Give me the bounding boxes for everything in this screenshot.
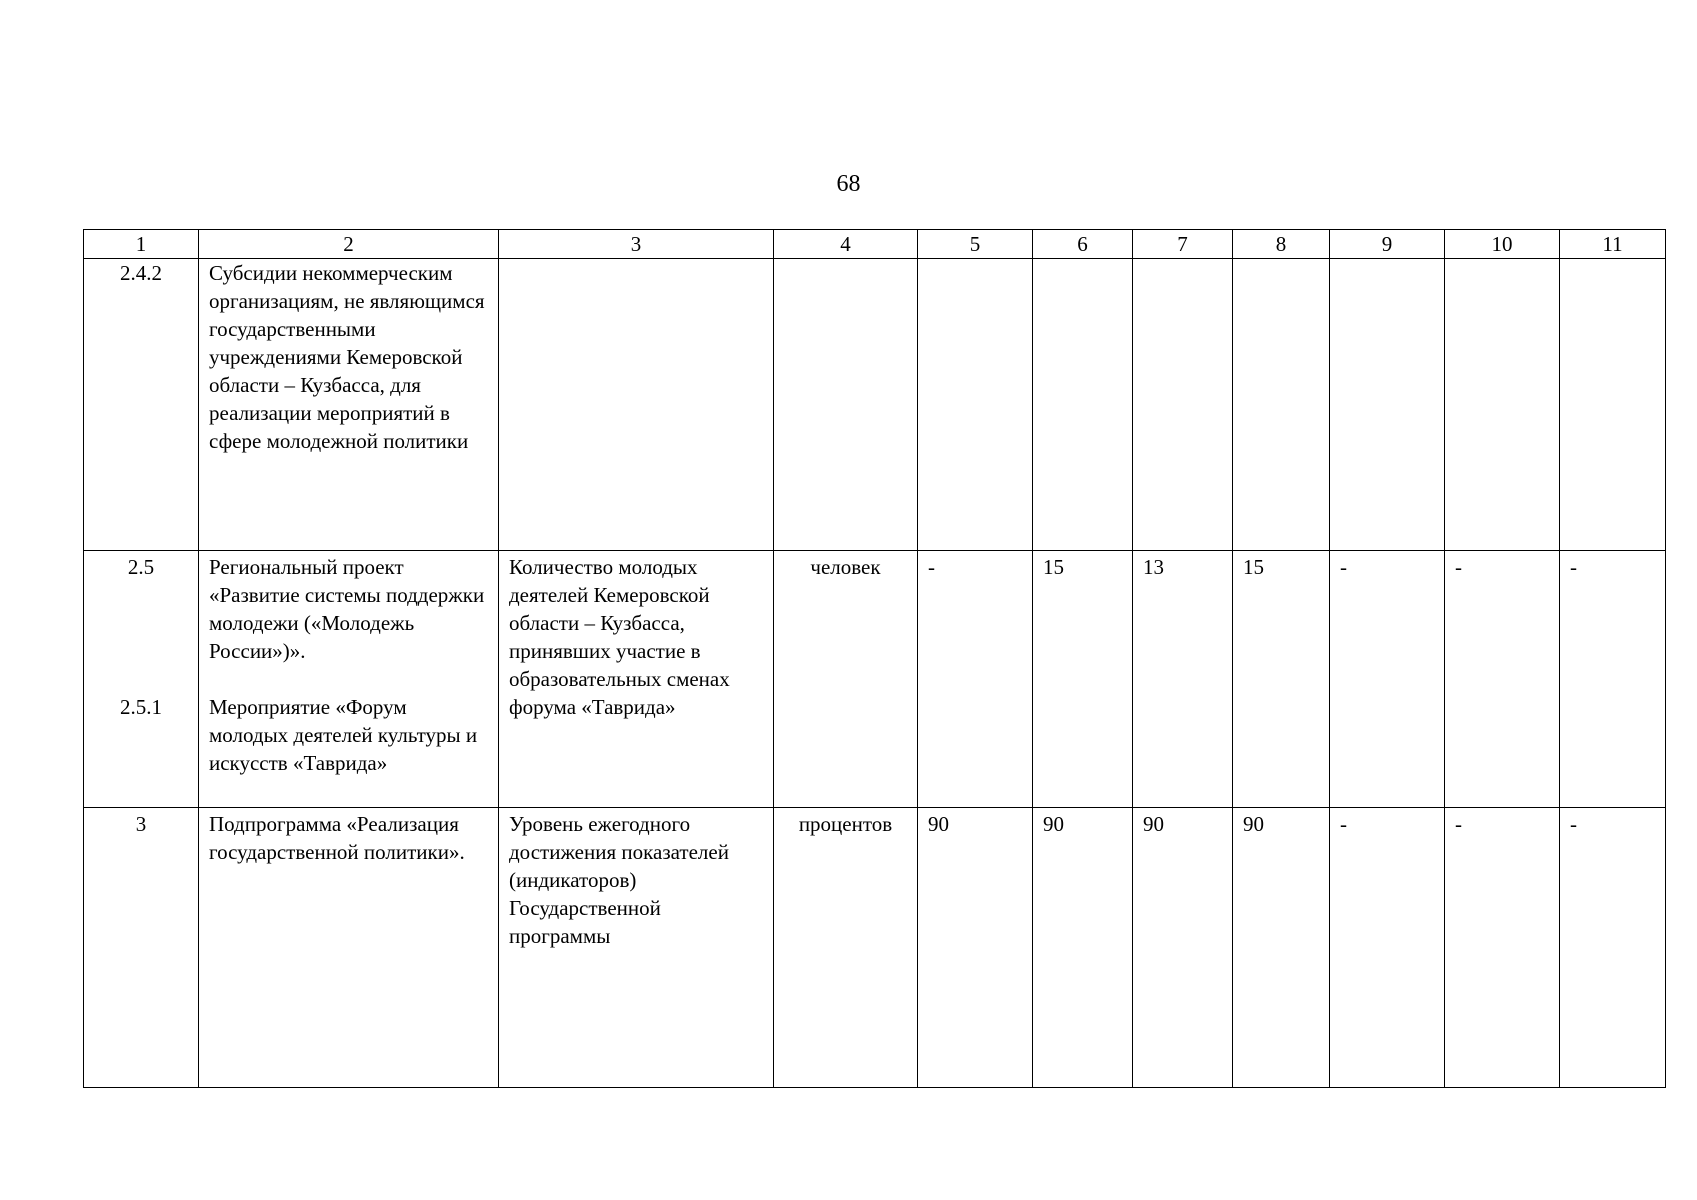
row-value-8: 15 bbox=[1233, 551, 1330, 808]
row-value-5: - bbox=[918, 551, 1033, 808]
row-value-9 bbox=[1330, 259, 1445, 551]
table-header-row bbox=[84, 230, 1666, 259]
row-value-6: 90 bbox=[1033, 808, 1133, 1088]
row-value-9: - bbox=[1330, 808, 1445, 1088]
row-unit: процентов bbox=[774, 808, 918, 1088]
header-cell-3: 3 bbox=[499, 230, 774, 259]
row-value-7: 13 bbox=[1133, 551, 1233, 808]
row-unit bbox=[774, 259, 918, 551]
row-value-8: 90 bbox=[1233, 808, 1330, 1088]
row-value-10: - bbox=[1445, 808, 1560, 1088]
row-number-main: 2.5 bbox=[127, 555, 155, 579]
indicator-table bbox=[83, 229, 1666, 1088]
row-indicator bbox=[499, 259, 774, 551]
header-cell-2: 2 bbox=[199, 230, 499, 259]
spacer bbox=[94, 581, 188, 693]
header-cell-8: 8 bbox=[1233, 230, 1330, 259]
row-name-main: Региональный проект «Развитие системы поддержки молодежи («Молодежь России»)». bbox=[209, 555, 485, 663]
row-value-9: - bbox=[1330, 551, 1445, 808]
row-value-5 bbox=[918, 259, 1033, 551]
table-row bbox=[84, 259, 1666, 551]
header-cell-10: 10 bbox=[1445, 230, 1560, 259]
row-name: Подпрограмма «Реализация государственной политики». bbox=[199, 808, 499, 1088]
row-number: 2.4.2 bbox=[84, 259, 199, 551]
row-number bbox=[84, 551, 199, 808]
row-indicator: Уровень ежегодного достижения показателей (индикаторов) Государственной программы bbox=[499, 808, 774, 1088]
row-unit: человек bbox=[774, 551, 918, 808]
header-cell-7: 7 bbox=[1133, 230, 1233, 259]
row-indicator: Количество молодых деятелей Кемеровской области – Кузбасса, принявших участие в образовательных сменах форума «Таврида» bbox=[499, 551, 774, 808]
row-value-6 bbox=[1033, 259, 1133, 551]
row-value-11: - bbox=[1560, 808, 1666, 1088]
table-row bbox=[84, 551, 1666, 808]
row-value-10: - bbox=[1445, 551, 1560, 808]
row-name bbox=[199, 551, 499, 808]
row-value-8 bbox=[1233, 259, 1330, 551]
row-value-7: 90 bbox=[1133, 808, 1233, 1088]
row-value-11: - bbox=[1560, 551, 1666, 808]
table-row bbox=[84, 808, 1666, 1088]
header-cell-9: 9 bbox=[1330, 230, 1445, 259]
row-name-sub: Мероприятие «Форум молодых деятелей культуры и искусств «Таврида» bbox=[209, 695, 478, 775]
header-cell-1: 1 bbox=[84, 230, 199, 259]
row-value-11 bbox=[1560, 259, 1666, 551]
row-value-6: 15 bbox=[1033, 551, 1133, 808]
row-name: Субсидии некоммерческим организациям, не являющимся государственными учреждениями Кемеровской области – Кузбасса, для реализации мероприятий в сфере молодежной политики bbox=[199, 259, 499, 551]
row-number-sub: 2.5.1 bbox=[120, 695, 162, 719]
header-cell-5: 5 bbox=[918, 230, 1033, 259]
header-cell-4: 4 bbox=[774, 230, 918, 259]
header-cell-6: 6 bbox=[1033, 230, 1133, 259]
row-number: 3 bbox=[84, 808, 199, 1088]
spacer bbox=[209, 665, 488, 693]
row-value-5: 90 bbox=[918, 808, 1033, 1088]
row-value-10 bbox=[1445, 259, 1560, 551]
header-cell-11: 11 bbox=[1560, 230, 1666, 259]
row-value-7 bbox=[1133, 259, 1233, 551]
page-number: 68 bbox=[836, 171, 861, 197]
